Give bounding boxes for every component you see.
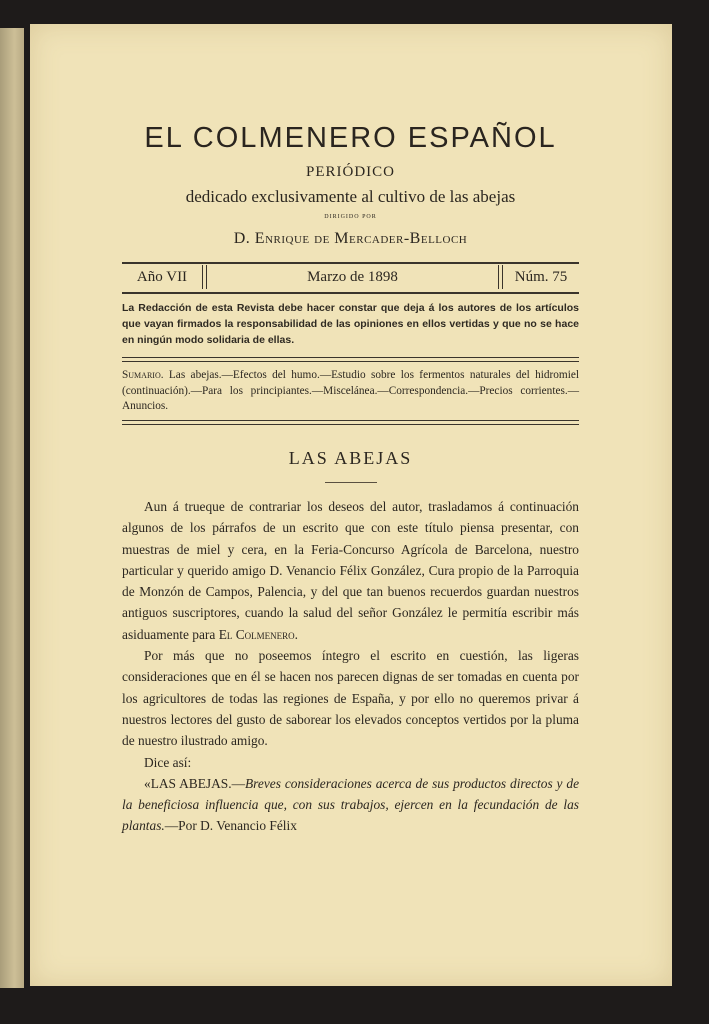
- editor-name: D. Enrique de Mercader-Belloch: [233, 230, 468, 247]
- editorial-notice: La Redacción de esta Revista debe hacer constar que deja á los autores de los artículos que vayan firmados la responsabilidad de las opiniones en ellos vertidas y que no se hace en ningún modo solidaria de ellas.: [122, 302, 579, 346]
- journal-reference: El Colmenero.: [218, 626, 298, 642]
- article-body: [122, 496, 579, 837]
- summary: [122, 368, 579, 415]
- quote-heading: «LAS ABEJAS.—: [144, 775, 245, 791]
- summary-bottom-rule: [122, 420, 579, 421]
- journal-title: EL COLMENERO ESPAÑOL: [144, 122, 557, 154]
- issue-number: Núm. 75: [514, 268, 568, 285]
- journal-page: [30, 24, 672, 986]
- summary-lead: Sumario.: [122, 369, 164, 381]
- summary-bottom-rule: [122, 424, 579, 425]
- dateline-bottom-rule: [122, 292, 579, 294]
- paragraph: Por más que no poseemos íntegro el escrito en cuestión, las ligeras consideraciones que en él se hacen nos parecen dignas de ser tomadas en cuenta por los agricultores de todas las regiones de España, y por ello no queremos privar á nuestros lectores del gusto de saborear los elevados conceptos vertidos por la pluma de nuestro ilustrado amigo.: [122, 648, 579, 749]
- quote-author: —Por D. Venancio Félix: [164, 818, 297, 834]
- facing-page-edge: [0, 28, 24, 988]
- quote-subtitle: Breves consideraciones acerca de sus productos directos y de la beneficiosa influencia que, con sus trabajos, ejercen en la fecundación de las plantas.: [122, 775, 580, 834]
- directed-by-label: DIRIGIDO POR: [324, 214, 377, 220]
- title-rule: [325, 482, 377, 483]
- summary-text: Las abejas.—Efectos del humo.—Estudio sobre los fermentos naturales del hidromiel (continuación).—Para los principiantes.—Miscelánea.—Correspondencia.—Precios corrientes.—Anuncios.: [122, 369, 579, 412]
- paragraph: [122, 773, 579, 837]
- paragraph: [122, 496, 579, 645]
- dateline: [122, 264, 579, 290]
- journal-subtitle: PERIÓDICO: [305, 164, 395, 180]
- journal-tagline: dedicado exclusivamente al cultivo de las abejas: [185, 187, 516, 206]
- paragraph: Dice así:: [144, 754, 192, 770]
- issue-date: Marzo de 1898: [307, 268, 398, 285]
- summary-top-rule: [122, 357, 579, 358]
- article-title: LAS ABEJAS: [288, 448, 413, 468]
- paragraph-text: Aun á trueque de contrariar los deseos del autor, trasladamos á continuación algunos de los párrafos de un escrito que con este título piensa presentar, con muestras de miel y cera, en la Feria-Concurso Agrícola de Barcelona, nuestro particular y querido amigo D. Venancio Félix González, Cura propio de la Parroquia de Monzón de Campos, Palencia, y del que tan buenos recuerdos guardan nuestros antiguos suscriptores, cuando la salud del señor González le permitía escribir más asiduamente para: [122, 499, 579, 642]
- volume-label: Año VII: [136, 268, 188, 285]
- summary-top-rule: [122, 361, 579, 362]
